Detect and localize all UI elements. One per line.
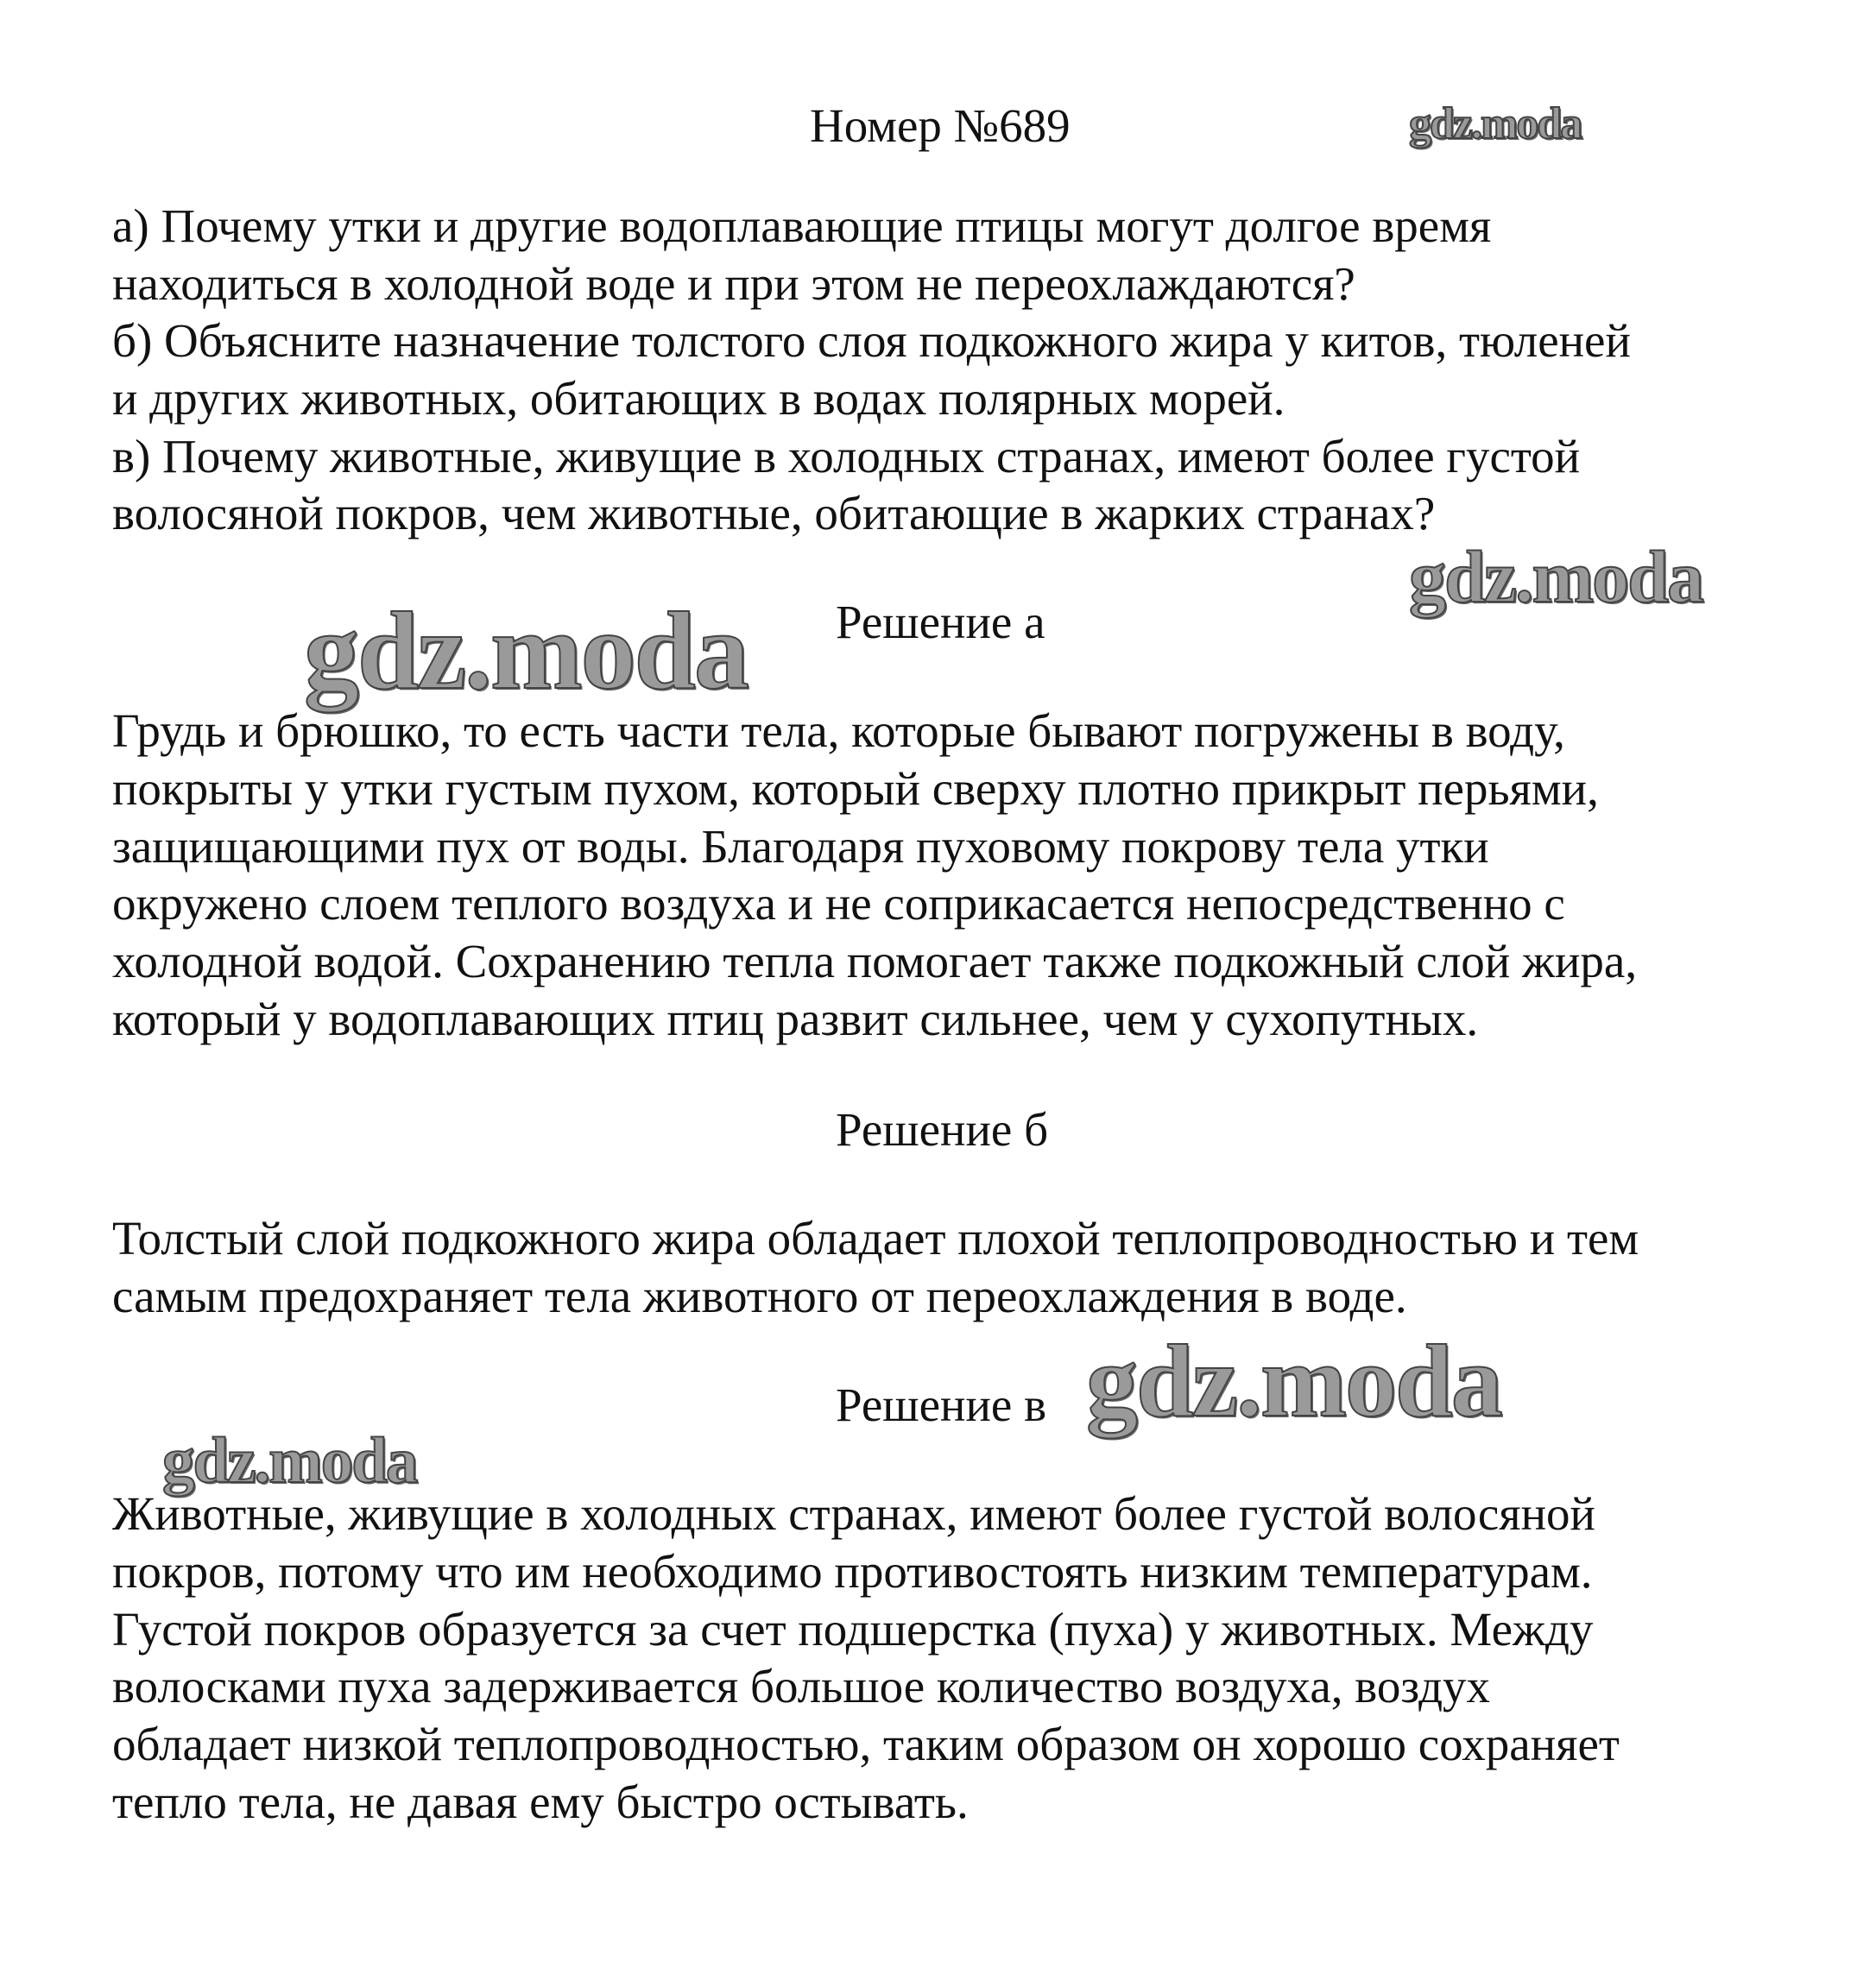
question-line: волосяной покров, чем животные, обитающие в жарких странах? <box>112 487 1436 539</box>
question-line: находиться в холодной воде и при этом не переохлаждаются? <box>112 257 1355 310</box>
solution-a-line: защищающими пух от воды. Благодаря пуховому покрову тела утки <box>112 820 1489 873</box>
page-title: Номер №689 <box>810 99 1071 152</box>
question-line: а) Почему утки и другие водоплавающие птицы могут долгое время <box>112 199 1492 252</box>
question-line: и других животных, обитающих в водах полярных морей. <box>112 372 1285 425</box>
solution-b-heading: Решение б <box>836 1103 1049 1156</box>
watermark: gdz.moda <box>162 1425 417 1497</box>
solution-a-line: который у водоплавающих птиц развит сильнее, чем у сухопутных. <box>112 993 1479 1045</box>
solution-v-line: Животные, живущие в холодных странах, имеют более густой волосяной <box>112 1487 1595 1540</box>
solution-v-line: Густой покров образуется за счет подшерстка (пуха) у животных. Между <box>112 1603 1594 1656</box>
solution-a-line: холодной водой. Сохранению тепла помогает также подкожный слой жира, <box>112 935 1638 987</box>
question-line: в) Почему животные, живущие в холодных странах, имеют более густой <box>112 430 1581 483</box>
question-line: б) Объясните назначение толстого слоя подкожного жира у китов, тюленей <box>112 314 1631 367</box>
watermark: gdz.moda <box>1086 1323 1501 1438</box>
watermark: gdz.moda <box>1409 99 1582 148</box>
solution-v-line: покров, потому что им необходимо противостоять низким температурам. <box>112 1545 1593 1598</box>
solution-v-heading: Решение в <box>836 1378 1047 1431</box>
watermark: gdz.moda <box>304 590 748 712</box>
solution-b-line: самым предохраняет тела животного от переохлаждения в воде. <box>112 1270 1407 1322</box>
solution-a-line: покрыты у утки густым пухом, который сверху плотно прикрыт перьями, <box>112 762 1599 815</box>
solution-b-line: Толстый слой подкожного жира обладает плохой теплопроводностью и тем <box>112 1212 1639 1265</box>
watermark: gdz.moda <box>1409 535 1702 618</box>
solution-v-line: тепло тела, не давая ему быстро остывать. <box>112 1776 969 1828</box>
solution-a-heading: Решение а <box>836 596 1045 648</box>
solution-a-line: окружено слоем теплого воздуха и не соприкасается непосредственно с <box>112 877 1565 930</box>
solution-v-line: обладает низкой теплопроводностью, таким образом он хорошо сохраняет <box>112 1718 1620 1770</box>
solution-v-line: волосками пуха задерживается большое количество воздуха, воздух <box>112 1660 1491 1713</box>
solution-a-line: Грудь и брюшко, то есть части тела, которые бывают погружены в воду, <box>112 704 1565 757</box>
